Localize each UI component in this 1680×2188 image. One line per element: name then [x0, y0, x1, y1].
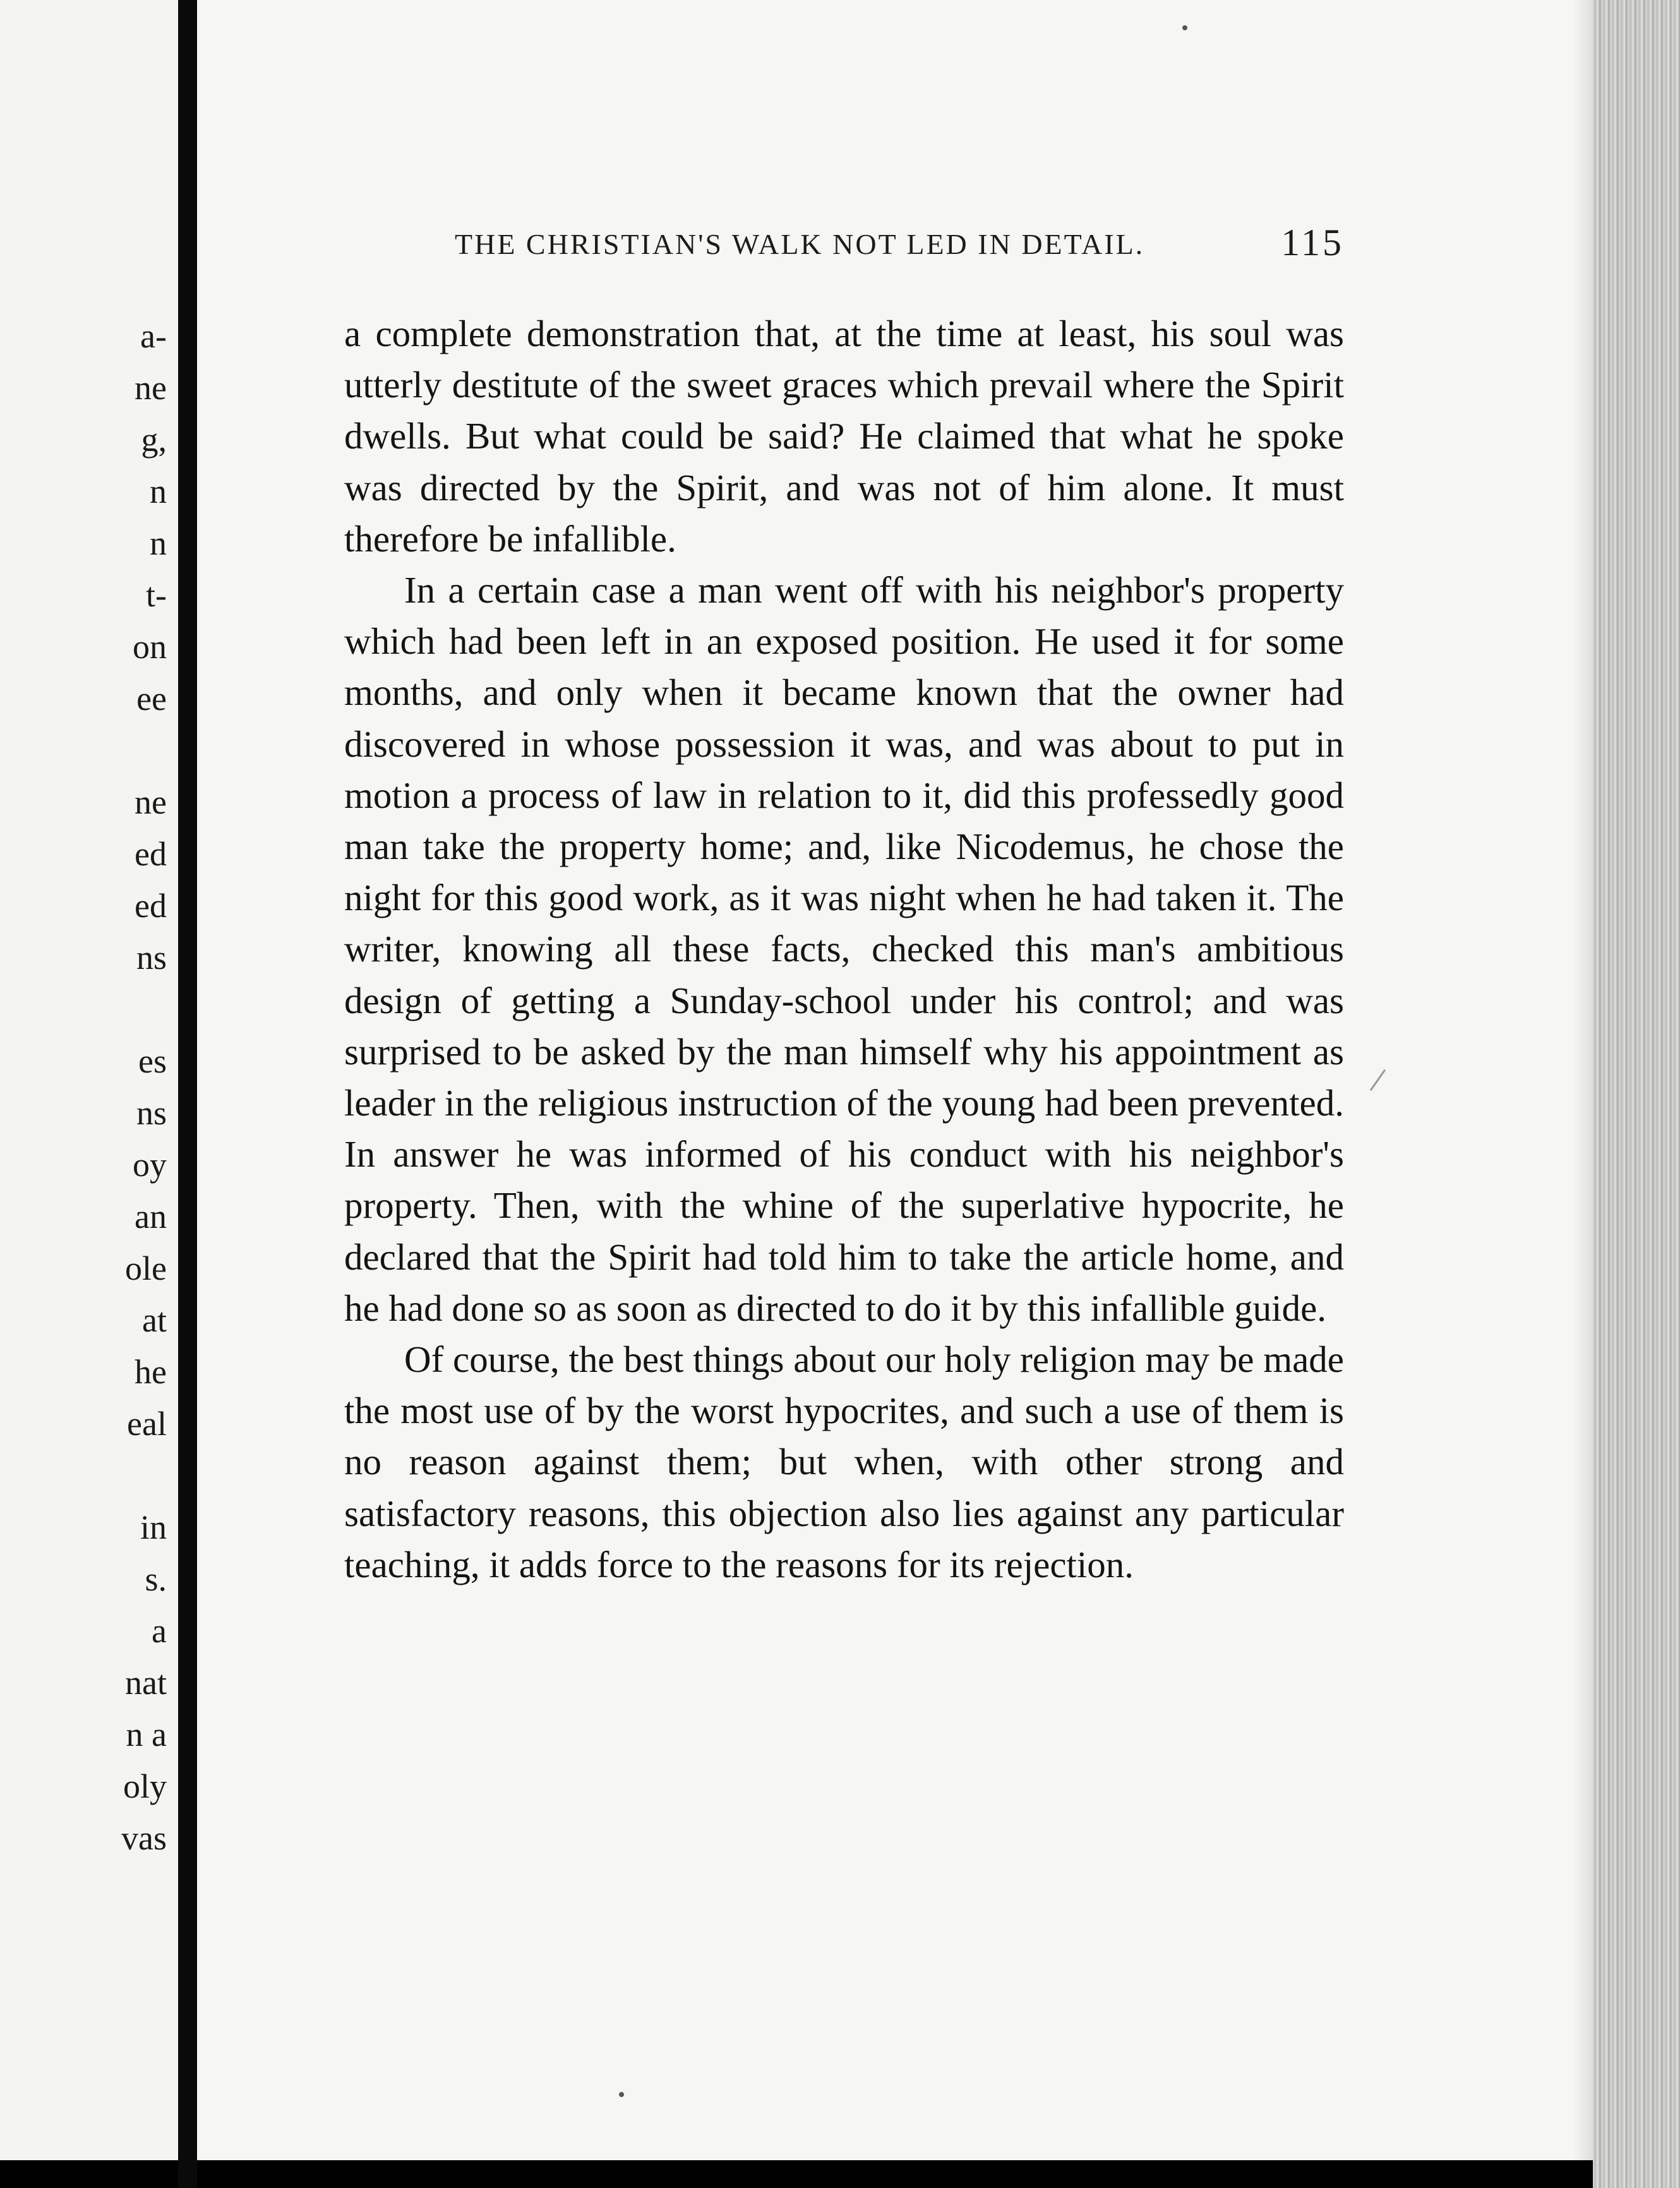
paragraph-3: Of course, the best things about our holy religion may be made the most use of by the worst hypocrites, and such a use of them is no reason against them; but when, with other strong and satisfactory reasons, this objection also lies against any particular teaching, it adds force to the reasons for its rejection. — [344, 1338, 1344, 1585]
left-fragment: n — [150, 472, 167, 510]
paper-speck — [1182, 25, 1187, 30]
left-fragment: ed — [135, 835, 167, 873]
left-fragment: ole — [125, 1249, 167, 1287]
left-fragment: on — [133, 628, 167, 666]
page-header — [259, 221, 1344, 265]
left-fragment: oy — [133, 1146, 167, 1184]
page-number: 115 — [1281, 222, 1344, 263]
paragraph-1: a complete demonstration that, at the time at least, his soul was utterly destitute of the sweet graces which prevail where the Spirit dwells. But what could be said? He claimed that what he spoke was directed by the Spirit, and was not of him alone. It must therefore be infallible. — [344, 313, 1344, 560]
left-fragment: nat — [125, 1664, 167, 1702]
left-fragment: eal — [127, 1405, 167, 1443]
left-fragment: vas — [121, 1819, 167, 1857]
left-fragment: n — [150, 524, 167, 562]
left-fragment: ne — [135, 369, 167, 407]
left-fragment: in — [140, 1508, 167, 1546]
stacked-page-edges — [1593, 0, 1680, 2188]
left-fragment: s. — [145, 1560, 167, 1598]
left-fragment: ns — [136, 1094, 167, 1132]
left-fragment: ed — [135, 887, 167, 925]
left-fragment: he — [135, 1353, 167, 1391]
left-fragment: oly — [123, 1767, 167, 1805]
running-head: THE CHRISTIAN'S WALK NOT LED IN DETAIL. — [455, 228, 1145, 260]
paragraph-2: In a certain case a man went off with his neighbor's property which had been left in an exposed position. He used it for some months, and only when it became known that the owner had discovered in whose possession it was, and was about to put in motion a process of law in relation to it, did this professedly good man take the property home; and, like Nicodemus, he chose the night for this good work, as it was night when he had taken it. The writer, knowing all these facts, checked this man's ambitious design of getting a Sunday-school under his control; and was surprised to be asked by the man himself why his appointment as leader in the religious instruction of the young had been prevented. In answer he was informed of his conduct with his neighbor's property. Then, with the whine of the superlative hypocrite, he declared that the Spirit had told him to take the article home, and he had done so as soon as directed to do it by this infallible guide. — [344, 569, 1344, 1329]
left-fragment: n a — [126, 1716, 167, 1753]
left-fragment: ne — [135, 783, 167, 821]
left-fragment: g, — [141, 421, 167, 459]
left-fragment: a- — [140, 317, 167, 355]
left-fragment: es — [138, 1042, 167, 1080]
page-body — [344, 308, 1344, 1590]
left-facing-page — [0, 0, 178, 2160]
book-gutter — [178, 0, 197, 2188]
left-fragment: t- — [146, 576, 167, 614]
left-fragment: a — [152, 1612, 167, 1650]
left-page-text-fragments — [0, 0, 178, 2160]
left-fragment: an — [135, 1198, 167, 1235]
left-fragment: ee — [136, 680, 167, 718]
left-fragment: ns — [136, 939, 167, 977]
paper-speck — [619, 2092, 624, 2097]
left-fragment: at — [142, 1301, 167, 1339]
